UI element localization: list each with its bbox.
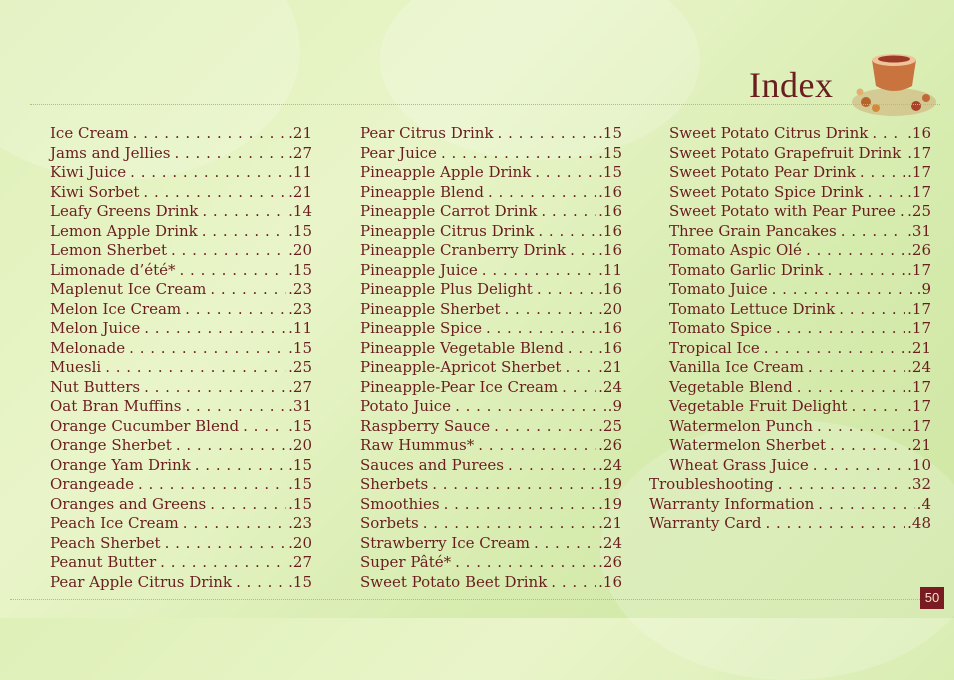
index-entry-page: . 9 (917, 280, 931, 300)
index-entry-name: Vanilla Ice Cream (669, 358, 804, 376)
dot-leader (570, 241, 596, 261)
index-entry-name: Sauces and Purees (360, 455, 504, 474)
index-entry-name: Maplenut Ice Cream (50, 280, 207, 298)
dot-leader (541, 202, 596, 222)
index-entry (360, 241, 622, 261)
index-entry-page: . 20 (288, 436, 312, 456)
index-entry (649, 222, 931, 242)
dot-leader (195, 456, 286, 476)
index-entry-name: Melonade (50, 338, 126, 357)
dot-leader (176, 436, 286, 456)
dot-leader (817, 417, 905, 437)
index-entry-name: Oranges and Greens (50, 494, 207, 513)
index-entry (360, 514, 622, 534)
dot-leader (105, 358, 286, 378)
dot-leader (764, 339, 905, 359)
index-entry (50, 514, 312, 534)
index-entry-page: . 11 (288, 163, 312, 183)
dot-leader (797, 378, 905, 398)
dot-leader (860, 163, 905, 183)
dot-leader (830, 436, 905, 456)
index-entry (649, 144, 931, 164)
index-entry-name: Strawberry Ice Cream (360, 533, 530, 552)
index-entry-name: Pineapple Juice (360, 260, 478, 279)
index-entry (649, 124, 931, 144)
index-entry-name: Sweet Potato Spice Drink (669, 182, 864, 201)
index-entry-name: Super Pâté* (360, 553, 452, 571)
index-entry (360, 456, 622, 476)
index-entry (50, 241, 312, 261)
index-entry-page: . 15 (598, 163, 622, 183)
index-entry (50, 475, 312, 495)
index-entry (50, 358, 312, 378)
index-entry (50, 495, 312, 515)
index-entry (50, 339, 312, 359)
dot-leader (534, 534, 596, 554)
index-entry-name: Pear Citrus Drink (360, 124, 494, 142)
dot-leader (841, 222, 905, 242)
index-entry-page: . 23 (288, 280, 312, 300)
index-entry-page: . 16 (598, 222, 622, 242)
index-entry-page: . 24 (907, 358, 931, 378)
index-entry-page: . 11 (288, 319, 312, 339)
index-entry-name: Pear Apple Citrus Drink (50, 572, 232, 591)
dot-leader (535, 163, 596, 183)
index-entry-page: . 21 (907, 436, 931, 456)
dot-leader (185, 300, 286, 320)
dot-leader (551, 573, 596, 593)
index-entry-page: . 17 (907, 144, 931, 164)
index-entry-name: Limonade d’été* (50, 260, 176, 279)
dot-leader (144, 319, 286, 339)
index-entry-name: Pear Juice (360, 143, 437, 162)
index-entry-name: Sweet Potato Citrus Drink (669, 124, 869, 142)
index-entry-page: . 31 (288, 397, 312, 417)
index-entry-name: Nut Butters (50, 377, 141, 396)
index-entry-page: . 27 (288, 144, 312, 164)
index-entry-name: Melon Ice Cream (50, 299, 182, 318)
index-entry-name: Vegetable Blend (669, 377, 793, 396)
index-column-2 (360, 124, 622, 592)
index-entry (50, 124, 312, 144)
index-entry (649, 397, 931, 417)
index-entry-page: . 21 (288, 124, 312, 144)
index-entry-page: . 31 (907, 222, 931, 242)
index-entry-name: Peach Sherbet (50, 533, 161, 552)
index-entry-name: Orange Sherbet (50, 436, 172, 454)
index-entry-page: . 15 (288, 573, 312, 593)
index-entry-page: . 14 (288, 202, 312, 222)
index-entry (360, 280, 622, 300)
index-entry-name: Ice Cream (50, 124, 129, 142)
dot-leader (772, 280, 915, 300)
index-entry-name: Pineapple Apple Drink (360, 163, 532, 181)
index-entry (50, 222, 312, 242)
dot-leader (130, 163, 286, 183)
dot-leader (160, 553, 286, 573)
dot-leader (867, 183, 905, 203)
index-entry-page: . 20 (288, 534, 312, 554)
dot-leader (432, 475, 596, 495)
dot-leader (441, 144, 596, 164)
index-entry-name: Pineapple Carrot Drink (360, 202, 538, 220)
index-entry-page: . 16 (598, 280, 622, 300)
index-entry (360, 202, 622, 222)
index-entry-page: . 15 (288, 339, 312, 359)
index-entry-name: Oat Bran Muffins (50, 397, 182, 415)
dot-leader (851, 397, 905, 417)
index-entry (360, 163, 622, 183)
index-entry-name: Sweet Potato Beet Drink (360, 572, 548, 591)
index-entry-name: Pineapple-Apricot Sherbet (360, 358, 562, 376)
index-entry (50, 280, 312, 300)
index-entry-page: . 11 (598, 261, 622, 281)
index-entry-name: Vegetable Fruit Delight (669, 397, 848, 415)
index-entry-page: . 17 (907, 183, 931, 203)
index-entry-page: . 20 (288, 241, 312, 261)
index-entry-name: Pineapple Plus Delight (360, 280, 533, 298)
index-entry-name: Peach Ice Cream (50, 514, 179, 532)
index-entry (649, 183, 931, 203)
index-entry-page: . 26 (598, 553, 622, 573)
index-entry-name: Warranty Information (649, 494, 815, 513)
index-entry-page: . 25 (907, 202, 931, 222)
dot-leader (133, 124, 286, 144)
dot-leader (174, 144, 286, 164)
dot-leader (183, 514, 286, 534)
index-entry-name: Lemon Sherbet (50, 241, 168, 259)
index-column-3 (649, 124, 931, 534)
index-entry-name: Watermelon Punch (669, 416, 813, 435)
dot-leader (202, 222, 286, 242)
index-entry-page: . 16 (598, 319, 622, 339)
index-entry (50, 319, 312, 339)
index-entry (50, 202, 312, 222)
dot-leader (776, 319, 905, 339)
index-entry-page: . 17 (907, 163, 931, 183)
index-entry-name: Pineapple Blend (360, 182, 484, 201)
index-entry-name: Muesli (50, 358, 102, 376)
index-entry-name: Melon Juice (50, 319, 141, 337)
dot-leader (455, 397, 606, 417)
index-entry-page: . 17 (907, 397, 931, 417)
index-entry (360, 534, 622, 554)
index-entry-name: Raspberry Sauce (360, 416, 491, 435)
index-entry (50, 163, 312, 183)
dot-leader (538, 222, 596, 242)
index-entry (649, 339, 931, 359)
index-entry (360, 339, 622, 359)
index-entry (360, 417, 622, 437)
index-entry (50, 397, 312, 417)
index-entry-page: . 15 (288, 417, 312, 437)
index-entry-name: Pineapple Sherbet (360, 299, 501, 318)
index-entry-name: Orange Yam Drink (50, 455, 191, 474)
index-entry-name: Kiwi Sorbet (50, 182, 140, 201)
index-entry-page: . 27 (288, 553, 312, 573)
index-entry-page: . 23 (288, 514, 312, 534)
dot-leader (423, 514, 596, 534)
index-entry-page: . 16 (598, 339, 622, 359)
dot-leader (444, 495, 597, 515)
index-entry-page: . 24 (598, 534, 622, 554)
index-entry (50, 378, 312, 398)
index-entry-page: . 16 (598, 241, 622, 261)
index-entry-page: . 21 (907, 339, 931, 359)
index-entry-page: . 25 (288, 358, 312, 378)
dot-leader (808, 358, 905, 378)
index-entry-page: . 10 (907, 456, 931, 476)
index-entry-name: Sweet Potato Pear Drink (669, 163, 856, 181)
index-entry-name: Pineapple Vegetable Blend (360, 338, 564, 357)
index-entry (649, 163, 931, 183)
dot-leader (505, 300, 597, 320)
index-entry-page: . 4 (917, 495, 931, 515)
dot-leader (537, 280, 596, 300)
index-entry-name: Tomato Aspic Olé (669, 241, 802, 259)
index-entry (360, 124, 622, 144)
index-entry (649, 456, 931, 476)
index-entry-name: Pineapple Cranberry Drink (360, 241, 567, 259)
index-entry-page: . 26 (907, 241, 931, 261)
index-entry (360, 378, 622, 398)
bottom-divider (10, 599, 920, 600)
index-entry (649, 319, 931, 339)
dot-leader (478, 436, 596, 456)
dot-leader (171, 241, 286, 261)
index-entry-name: Tropical Ice (669, 338, 760, 357)
dot-leader (765, 514, 905, 534)
index-entry-page: . 15 (288, 475, 312, 495)
index-entry (649, 436, 931, 456)
dot-leader (180, 261, 287, 281)
index-entry-name: Orangeade (50, 475, 134, 493)
index-entry (50, 456, 312, 476)
index-entry-page: . 9 (608, 397, 622, 417)
dot-leader (455, 553, 596, 573)
dot-leader (494, 417, 596, 437)
index-entry (50, 144, 312, 164)
smoothie-bowl-image (846, 42, 938, 122)
index-entry (360, 573, 622, 593)
dot-leader (900, 202, 905, 222)
index-entry-page: . 16 (598, 573, 622, 593)
index-entry (360, 222, 622, 242)
dot-leader (236, 573, 286, 593)
index-entry-page: . 15 (288, 261, 312, 281)
index-entry (649, 358, 931, 378)
index-entry (649, 261, 931, 281)
top-divider (30, 104, 940, 105)
index-entry-page: . 25 (598, 417, 622, 437)
index-entry-name: Smoothies (360, 494, 440, 513)
index-entry-name: Tomato Spice (669, 319, 772, 337)
index-entry-name: Raw Hummus* (360, 436, 475, 454)
dot-leader (243, 417, 286, 437)
dot-leader (827, 261, 905, 281)
index-entry-name: Sweet Potato Grapefruit Drink (669, 143, 902, 162)
index-entry-page: . 16 (598, 202, 622, 222)
index-entry-page: . 17 (907, 261, 931, 281)
index-entry-page: . 15 (288, 495, 312, 515)
index-entry-name: Sweet Potato with Pear Puree (669, 202, 896, 220)
index-entry-page: . 15 (288, 222, 312, 242)
dot-leader (138, 475, 286, 495)
index-entry-page: . 17 (907, 417, 931, 437)
index-entry (360, 495, 622, 515)
dot-leader (562, 378, 596, 398)
index-entry-page: . 17 (907, 378, 931, 398)
index-entry (360, 183, 622, 203)
dot-leader (482, 261, 596, 281)
index-entry-page: . 19 (598, 495, 622, 515)
index-entry (649, 202, 931, 222)
dot-leader (210, 280, 286, 300)
index-entry-name: Tomato Garlic Drink (669, 260, 824, 279)
index-entry (649, 495, 931, 515)
index-entry-name: Jams and Jellies (50, 143, 171, 162)
dot-leader (565, 358, 596, 378)
dot-leader (129, 339, 286, 359)
index-entry (360, 436, 622, 456)
index-entry-page: . 16 (598, 183, 622, 203)
index-entry-name: Three Grain Pancakes (669, 221, 837, 240)
index-entry-page: . 15 (288, 456, 312, 476)
index-entry-name: Tomato Juice (669, 280, 768, 298)
dot-leader (165, 534, 287, 554)
index-entry (50, 300, 312, 320)
index-entry (50, 183, 312, 203)
index-entry-page: . 15 (598, 124, 622, 144)
index-entry-name: Pineapple Citrus Drink (360, 221, 535, 240)
index-entry-name: Peanut Butter (50, 553, 157, 571)
index-entry-page: . 32 (907, 475, 931, 495)
index-entry-name: Warranty Card (649, 514, 762, 532)
index-entry-page: . 16 (907, 124, 931, 144)
index-entry (360, 300, 622, 320)
index-entry (360, 553, 622, 573)
index-entry-name: Potato Juice (360, 397, 452, 415)
index-entry-name: Pineapple-Pear Ice Cream (360, 377, 559, 396)
index-entry-page: . 21 (598, 514, 622, 534)
index-entry (360, 475, 622, 495)
index-entry-page: . 24 (598, 456, 622, 476)
index-entry-page: . 27 (288, 378, 312, 398)
index-entry-name: Watermelon Sherbet (669, 436, 826, 454)
index-entry (50, 261, 312, 281)
dot-leader (488, 183, 596, 203)
index-entry (649, 241, 931, 261)
index-entry (50, 573, 312, 593)
index-entry-page: . 23 (288, 300, 312, 320)
index-entry-name: Leafy Greens Drink (50, 202, 199, 220)
dot-leader (202, 202, 286, 222)
index-entry-page: . 48 (907, 514, 931, 534)
index-entry-name: Orange Cucumber Blend (50, 416, 240, 435)
index-entry (50, 436, 312, 456)
index-entry (50, 553, 312, 573)
index-entry-page: . 21 (598, 358, 622, 378)
index-entry (649, 378, 931, 398)
index-entry-page: . 26 (598, 436, 622, 456)
dot-leader (872, 124, 905, 144)
index-entry (649, 300, 931, 320)
dot-leader (568, 339, 596, 359)
index-entry-name: Sherbets (360, 475, 429, 493)
index-entry-page: . 15 (598, 144, 622, 164)
dot-leader (486, 319, 596, 339)
index-entry-page: . 21 (288, 183, 312, 203)
dot-leader (818, 495, 914, 515)
index-entry-page: . 20 (598, 300, 622, 320)
index-entry-name: Tomato Lettuce Drink (669, 299, 836, 318)
index-entry (649, 417, 931, 437)
index-column-1 (50, 124, 312, 592)
index-entry (649, 475, 931, 495)
index-entry (649, 514, 931, 534)
page-title: Index (749, 65, 834, 105)
index-entry-page: . 19 (598, 475, 622, 495)
index-entry (360, 397, 622, 417)
index-entry-page: . 17 (907, 300, 931, 320)
index-entry (50, 534, 312, 554)
index-entry (360, 319, 622, 339)
index-entry (360, 358, 622, 378)
index-entry (360, 144, 622, 164)
dot-leader (778, 475, 905, 495)
index-entry-name: Wheat Grass Juice (669, 455, 809, 474)
index-entry-page: . 24 (598, 378, 622, 398)
dot-leader (185, 397, 286, 417)
dot-leader (508, 456, 596, 476)
index-entry-name: Lemon Apple Drink (50, 221, 198, 240)
page-number-badge: 50 (920, 587, 944, 609)
index-entry-name: Pineapple Spice (360, 319, 482, 337)
dot-leader (806, 241, 905, 261)
dot-leader (498, 124, 597, 144)
dot-leader (210, 495, 286, 515)
index-entry (649, 280, 931, 300)
index-entry (50, 417, 312, 437)
dot-leader (813, 456, 905, 476)
index-entry-name: Troubleshooting (649, 475, 774, 493)
index-entry-page: . 17 (907, 319, 931, 339)
dot-leader (143, 183, 286, 203)
index-entry (360, 261, 622, 281)
dot-leader (839, 300, 905, 320)
index-entry-name: Sorbets (360, 514, 419, 532)
dot-leader (144, 378, 286, 398)
index-entry-name: Kiwi Juice (50, 163, 127, 181)
